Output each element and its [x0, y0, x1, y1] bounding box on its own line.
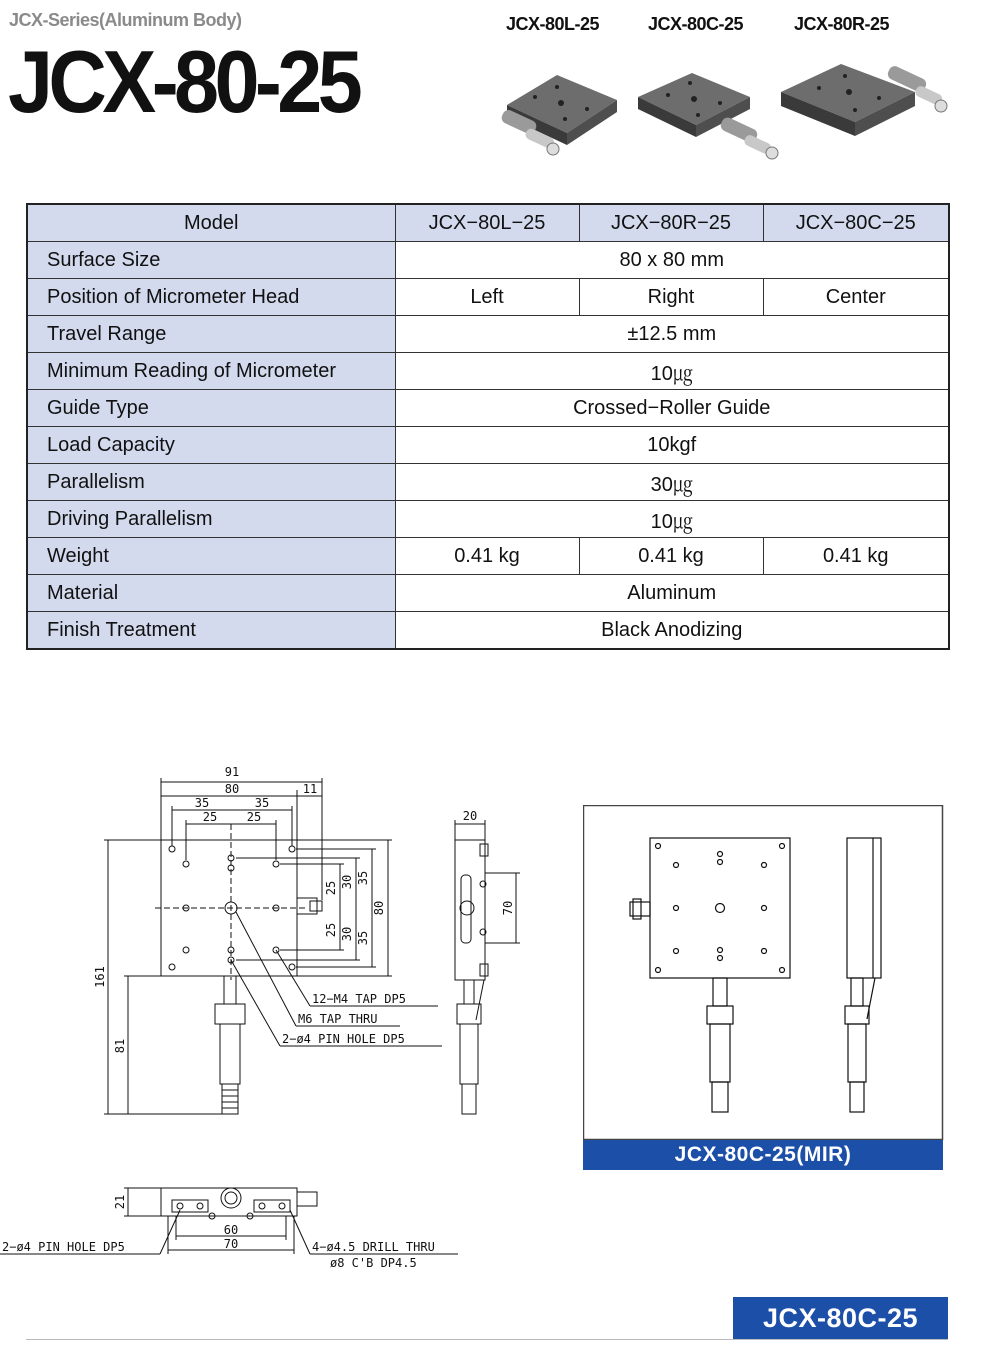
- dim-label: 25: [202, 810, 218, 824]
- spec-value: 10㎍: [395, 501, 949, 538]
- spec-value: Crossed−Roller Guide: [395, 390, 949, 427]
- spec-row: [27, 242, 949, 279]
- spec-header-label: Model: [27, 204, 395, 242]
- callout-label: 2−ø4 PIN HOLE DP5: [2, 1240, 125, 1254]
- spec-row: [27, 501, 949, 538]
- spec-table: [26, 203, 950, 650]
- spec-label: Weight: [27, 538, 395, 575]
- spec-row: [27, 612, 949, 650]
- product-label-l: JCX-80L-25: [506, 14, 600, 34]
- spec-label: Finish Treatment: [27, 612, 395, 650]
- spec-value: 80 x 80 mm: [395, 242, 949, 279]
- spec-value: 10kgf: [395, 427, 949, 464]
- spec-header-model: JCX−80R−25: [579, 204, 763, 242]
- dim-label: 91: [224, 765, 240, 779]
- spec-label: Load Capacity: [27, 427, 395, 464]
- spec-row: [27, 538, 949, 575]
- dim-label: 35: [194, 796, 210, 810]
- callout-label: 2−ø4 PIN HOLE DP5: [282, 1032, 405, 1046]
- callout-label: 4−ø4.5 DRILL THRU: [312, 1240, 435, 1254]
- dim-label: 11: [302, 782, 318, 796]
- dim-label: 20: [462, 809, 478, 823]
- stage-center-micrometer-photo: [632, 45, 782, 165]
- spec-label: Position of Micrometer Head: [27, 279, 395, 316]
- spec-value: Black Anodizing: [395, 612, 949, 650]
- spec-label: Parallelism: [27, 464, 395, 501]
- spec-value: Center: [763, 279, 949, 316]
- footer-divider: [26, 1339, 948, 1340]
- series-title: JCX-Series(Aluminum Body): [9, 10, 242, 30]
- spec-value: Right: [579, 279, 763, 316]
- spec-value: 0.41 kg: [579, 538, 763, 575]
- spec-value: ±12.5 mm: [395, 316, 949, 353]
- spec-header-model: JCX−80C−25: [763, 204, 949, 242]
- dim-label: 35: [254, 796, 270, 810]
- spec-label: Minimum Reading of Micrometer: [27, 353, 395, 390]
- product-label-c: JCX-80C-25: [648, 14, 744, 34]
- dim-label: 35: [356, 870, 370, 886]
- spec-row: [27, 427, 949, 464]
- spec-row: [27, 464, 949, 501]
- spec-value: 0.41 kg: [395, 538, 579, 575]
- spec-label: Surface Size: [27, 242, 395, 279]
- dim-label: 30: [340, 874, 354, 890]
- dim-label: 80: [372, 900, 386, 916]
- spec-header-row: [27, 204, 949, 242]
- callout-label: M6 TAP THRU: [298, 1012, 378, 1026]
- dim-label: 30: [340, 926, 354, 942]
- spec-value: 30㎍: [395, 464, 949, 501]
- dim-label: 35: [356, 930, 370, 946]
- dim-label: 25: [324, 880, 338, 896]
- technical-drawing: [0, 760, 580, 1280]
- dim-label: 21: [113, 1194, 127, 1210]
- dim-label: 25: [324, 922, 338, 938]
- spec-value: Aluminum: [395, 575, 949, 612]
- page-title: JCX-80-25: [8, 32, 359, 131]
- spec-header-model: JCX−80L−25: [395, 204, 579, 242]
- dim-label: 70: [223, 1237, 239, 1251]
- stage-right-micrometer-photo: [775, 42, 950, 162]
- stage-left-micrometer-photo: [495, 45, 630, 165]
- spec-label: Material: [27, 575, 395, 612]
- dim-label: 25: [246, 810, 262, 824]
- model-tag: JCX-80C-25: [733, 1297, 948, 1339]
- callout-label: 12−M4 TAP DP5: [312, 992, 406, 1006]
- spec-row: [27, 316, 949, 353]
- spec-row: [27, 279, 949, 316]
- dim-label: 60: [223, 1223, 239, 1237]
- spec-value: 10㎍: [395, 353, 949, 390]
- spec-row: [27, 390, 949, 427]
- product-label-r: JCX-80R-25: [794, 14, 890, 34]
- dim-label: 70: [501, 900, 515, 916]
- mir-caption: JCX-80C-25(MIR): [583, 1140, 943, 1170]
- spec-row: [27, 575, 949, 612]
- spec-value: Left: [395, 279, 579, 316]
- spec-label: Travel Range: [27, 316, 395, 353]
- spec-label: Driving Parallelism: [27, 501, 395, 538]
- dim-label: 161: [93, 966, 107, 988]
- spec-row: [27, 353, 949, 390]
- dim-label: 80: [224, 782, 240, 796]
- dim-label: 81: [113, 1038, 127, 1054]
- spec-value: 0.41 kg: [763, 538, 949, 575]
- spec-label: Guide Type: [27, 390, 395, 427]
- callout-label: ø8 C'B DP4.5: [330, 1256, 417, 1270]
- mir-drawing: [583, 805, 944, 1141]
